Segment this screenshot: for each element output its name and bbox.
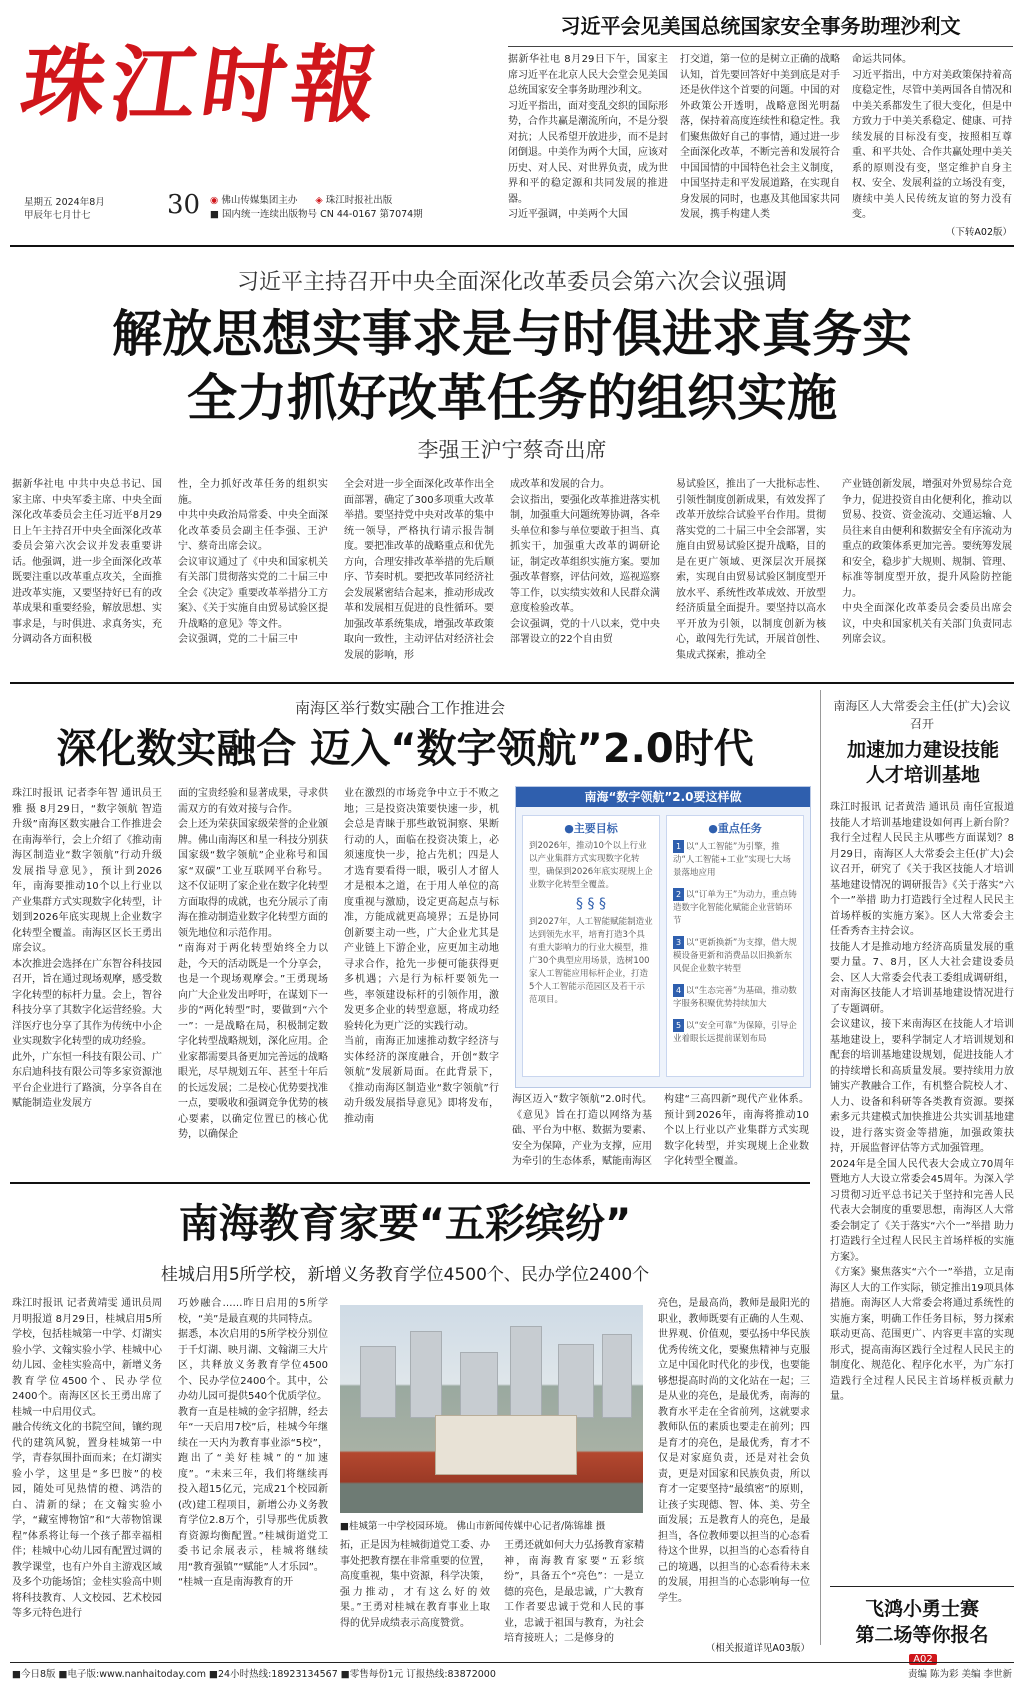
infobox-goals-title: ●主要目标: [564, 822, 618, 835]
lead-col-4: 成改革和发展的合力。 会议指出，要强化改革推进落实机制，加强重大问题统筹协调，各牵头单位和参与单位要敢于担当、真抓实干，加强重大改革的调研论证，制定改革组织实施方案。要加强改革督察，评估问效，巡视巡察等工作，以实绩实效和人民群众满意度检验改革。 会议强调，党的十八以来，党中央部署设立的22个自由贸: [510, 479, 660, 645]
cn-number: CN 44-0167: [320, 209, 377, 220]
spiral-icon: § § §: [576, 896, 606, 912]
publisher-2: 珠江时报社出版: [325, 195, 393, 206]
divider: [508, 46, 1013, 47]
lead-kicker: 习近平主持召开中央全面深化改革委员会第六次会议强调: [236, 270, 787, 295]
masthead-logo: 珠江时報: [15, 35, 390, 134]
divider: [830, 1586, 1014, 1587]
issn-icon: ■: [210, 209, 219, 220]
education-headline[interactable]: 南海教育家要“五彩缤纷”: [178, 1201, 632, 1247]
digital-col-2: 面的宝贵经验和显著成果，寻求供需双方的有效对接与合作。 会上还为荣获国家级荣誉的企业颁牌。佛山南海区和星一科技分别获国家级“数字领航”企业称号和国家“双碳”工业互联网平台称号。这不仅证明了家企业在数字化转型方面取得的成就，也充分展示了南海在推动制造业数字化转型方面的领先地位和示范作用。 “南海对于两化转型始终全力以赴，今天的活动既是一个分享会，也是一个现场观摩会。”王勇现场向广大企业发出呼吁，在谋划下一步的“两化转型”时，要做到“六个一”：一是战略在局，积极制定数字化转型战略规划，深化应用。企业家都需要具备更加完善远的战略眼光，尽早规划五年、甚至十年后的长远发展；二是校心优势要找准一点，要吸收和强调竞争优势的核心要素，以确定位置已的核心优势，以确保企: [178, 788, 328, 1140]
lead-col-3: 全会对进一步全面深化改革作出全面部署，确定了300多项重大改革举措。要坚持党中央对改革的集中统一领导，严格执行请示报告制度。要把准改革的战略重点和优先方向，合理安排改革举措的先后顺序、节奏时机。要把改革同经济社会发展紧密结合起来，推动形成改革和发展相互促进的良性循环。要加强改革系统集成，增强改革政策取向一致性，主动评估对经济社会发展的影响，形: [344, 479, 494, 661]
photo-caption: ■桂城第一中学校园环境。 佛山市新闻传媒中心记者/陈锦雄 摄: [340, 1521, 606, 1532]
task-5: 5 以“安全可靠”为保障，引导企业着眼长远提前谋划布局: [673, 1021, 797, 1044]
digital-headline[interactable]: 深化数实融合 迈入“数字领航”2.0时代: [56, 726, 754, 772]
education-col-2: 巧妙融合……昨日启用的5所学校，“美”是最直观的共同特点。 据悉，本次启用的5所学校分别位于千灯湖、映月湖、文翰湖三大片区，共释放义务教育学位4500个、民办学位2400个。其中，公办幼儿园可提供540个优质学位。 教育一直是桂城的金字招牌，经去年“一天启用7校”后，桂城今年继续在一天内为教育事业添“5校”，跑出了“美好桂城”的“加速度”。“未来三年，我们将继续再投入超15亿元，完成21个校园新(改)建工程项目，新增公办义务教育学位2.8万个，引导那些优质教育资源均衡配置。”桂城街道党工委书记余展表示，桂城将继续用“教育强镇”“赋能”人才乐园”。 “桂城一直是南海教育的开: [178, 1298, 328, 1588]
masthead-info: [24, 190, 494, 230]
education-col-1: 珠江时报讯 记者黄靖雯 通讯员周月明报道 8月29日，桂城启用5所学校，包括桂城第一中学、灯湖实验小学、文翰实验小学、桂城中心幼儿园、金桂实验高中，新增义务教育学位4500个、民办学位2400个。南海区区长王勇出席了桂城一中启用仪式。 融合传统文化的书院空间，镶约现代的建筑风貌，置身桂城第一中学，青春氛围扑面而来；在灯湖实验小学，这里是“多巴胺”的校园，随处可见热情的橙、鸿浩的白、清新的绿；在文翰实验小学，“藏室博物馆”和“大蒂物馆课程”体系将让每一个孩子都幸福相伴；桂城中心幼儿园有配置过调的教学课堂，也有户外自主游戏区域及多个功能场馆；金桂实验高中则将科技教育、人文校园、艺术校园等多元特色进行: [12, 1298, 162, 1619]
date-day: 星期五: [24, 197, 53, 208]
date-lunar: 甲辰年七月廿七: [24, 210, 91, 221]
digital-bottom-1: 海区迈入“数字领航”2.0时代。《意见》旨在打造以网络为基础、平台为中枢、数据为要素、安全为保障，产业为支撑，应用为牵引的生态体系，赋能南海区: [512, 1094, 652, 1167]
top-article-continued[interactable]: （下转A02版）: [945, 227, 1012, 238]
divider: [10, 245, 1014, 247]
lead-headline-2[interactable]: 全力抓好改革任务的组织实施: [187, 369, 837, 427]
task-3: 3 以“更新换新”为支撑，借大规模设备更新和消费品以旧换新东风促企业数字转型: [673, 938, 797, 974]
lead-col-2: 性，全力抓好改革任务的组织实施。 中共中央政治局常委、中央全面深化改革委员会副主任李强、王沪宁、蔡奇出席会议。 会议审议通过了《中央和国家机关有关部门贯彻落实党的二十届三中全会《决定》重要改革举措分工方案》、《关于实施自由贸易试验区提升战略的意见》等文件。 会议强调，党的二十届三中: [178, 479, 328, 645]
education-col-4: 王勇还就如何大力弘扬教育家精神，南海教育家要“五彩缤纷”，具备五个“亮色”：一是立德的亮色，是最忠诚，广大教育工作者要忠诚于党和人民的事业，忠诚于祖国与教育，为社会培育接班人；二是修身的: [504, 1540, 644, 1644]
sidebar-headline[interactable]: 加速加力建设技能人才培训基地: [846, 739, 999, 786]
footer-editors: 责编 陈为彩 美编 李世新: [907, 1669, 1012, 1680]
digital-bottom-2: 构建“三高四新”现代产业体系。预计到2026年，南海将推动10个以上行业以产业集群方式实现数字化转型，并实现规上企业数字化转型全覆盖。: [664, 1094, 809, 1167]
footer-info: ■今日8版 ■电子版:www.nanhaitoday.com ■24小时热线:18923134567 ■零售每份1元 订报热线:83872000: [12, 1669, 496, 1680]
promo-line-1[interactable]: 飞鸿小勇士赛: [864, 1598, 979, 1620]
date-gregorian: 2024年8月: [55, 197, 105, 208]
lead-col-5: 易试验区，推出了一大批标志性、引领性制度创新成果，有效发挥了改革开放综合试验平台作用。贯彻落实党的二十届三中全会部署，实施自由贸易试验区提升战略，目的是在更广领域、更深层次开展探索，实现自由贸易试验区制度型开放水平、系统性改革成效、开放型经济质量全面提升。要坚持以高水平开放为引领，以制度创新为核心，敢闯先行先试，开展首创性、集成式探索，推动全: [676, 479, 826, 661]
top-article-col1: 据新华社电 8月29日下午，国家主席习近平在北京人民大会堂会见美国总统国家安全事务助理沙利文。 习近平指出，面对变乱交织的国际形势，合作共赢是潮流所向，不是分裂对抗；人民希望开放进步，而不是封闭倒退。中美作为两个大国，应该对历史、对人民、对世界负责，成为世界和平的稳定源和共同发展的推进器。 习近平强调，中美两个大国: [508, 54, 668, 220]
publisher-logo-icon: ◉: [210, 195, 219, 206]
publisher-logo-2-icon: ◈: [315, 195, 323, 206]
school-campus-photo: [340, 1305, 643, 1513]
lead-col-1: 据新华社电 中共中央总书记、国家主席、中央军委主席、中央全面深化改革委员会主任习近平8月29日上午主持召开中央全面深化改革委员会第六次会议并发表重要讲话。他强调，进一步全面深化改革既要注重以改革重点攻关，全面推进改革实施，又要坚持好已有的改革成果和重要经验，解放思想、实事求是，与时俱进、求真务实，充分调动各方面积极: [12, 479, 162, 645]
divider: [10, 1662, 1014, 1663]
sidebar-kicker: 南海区人大常委会主任(扩大)会议召开: [833, 699, 1011, 731]
infobox-goal-2: 到2027年，人工智能赋能制造业达到领先水平，培育打造3个具有重大影响力的行业大模型，推广30个典型应用场景，选树100家人工智能应用标杆企业，打造5个人工智能示范园区及若干示范项目。: [529, 917, 653, 1005]
issue-number: 第7074期: [379, 209, 423, 220]
issn-label: 国内统一连续出版物号: [222, 209, 318, 220]
education-col-3: 拓，正是因为桂城街道党工委、办事处把教育摆在非常重要的位置，高度重视，集中资源，科学决策，强力推动，才有这么好的效果。”王勇对桂城在教育事业上取得的优异成绩表示高度赞赏。: [340, 1540, 490, 1629]
task-2: 2 以“订单为王”为动力，重点铸造数字化智能化赋能企业营销环节: [673, 890, 797, 926]
infobox-goals: [522, 815, 660, 1077]
infobox-goal-1: 到2026年，推动10个以上行业以产业集群方式实现数字化转型，确保到2026年底实现规上企业数字化转型全覆盖。: [529, 841, 653, 890]
digital-kicker: 南海区举行数实融合工作推进会: [294, 699, 505, 717]
education-col-5: 亮色，是最高尚，教师是最阳光的职业，教师既要有正确的人生观、世界观、价值观，要弘扬中华民族优秀传统文化，要聚焦精神与克服立足中国化时代化的步伐，也要能够想提高时尚的文化站在一起；三是从业的亮色，是最优秀，南海的教育水平走在全省前列，这就要求教师队伍的素质也要走在前列；四是育才的亮色，是最优秀，育才不仅是对家庭负责，还是对社会负责，更是对国家和民族负责，所以育才一定要坚持“最缜密”的原则，让孩子实现德、智、体、美、劳全面发展；五是教育人的亮色，是最担当，各位教师要以担当的心态看待这个世界，以担当的心态看待自己的境遇，以担当的心态看待未来的发展，用担当的心态影响每一位学生。: [658, 1298, 810, 1604]
infobox-title: 南海“数字领航”2.0要这样做: [516, 787, 810, 807]
lead-col-6: 产业链创新发展，增强对外贸易综合竞争力，促进投资自由化便利化，推动以贸易、投资、资金流动、交通运输、人员往来自由便利和数据安全有序流动为重点的政策体系更加完善。要统筹发展和安全，稳步扩大规则、规制、管理、标准等制度型开放，提升风险防控能力。 中央全面深化改革委员会委员出席会议，中央和国家机关有关部门负责同志列席会议。: [842, 479, 1012, 645]
divider: [10, 1182, 810, 1184]
infobox-tasks: [666, 815, 804, 1077]
promo-page-badge[interactable]: A02: [903, 1647, 943, 1666]
promo-line-2[interactable]: 第二场等你报名: [855, 1624, 989, 1646]
divider: [10, 682, 1014, 684]
digital-infobox: [515, 786, 811, 1088]
task-4: 4 以“生态完善”为基础，推动数字服务积聚优势持续加大: [673, 986, 797, 1009]
sidebar-divider: [820, 690, 821, 1645]
date-day-number: 30: [167, 190, 201, 220]
lead-headline-1[interactable]: 解放思想实事求是与时俱进求真务实: [112, 305, 912, 363]
top-article-headline[interactable]: 习近平会见美国总统国家安全事务助理沙利文: [560, 14, 961, 38]
education-subhead: 桂城启用5所学校，新增义务教育学位4500个、民办学位2400个: [160, 1265, 650, 1285]
publisher-1: 佛山传媒集团主办: [221, 195, 298, 206]
infobox-tasks-title: ●重点任务: [708, 822, 762, 835]
top-article-col2: 打交道，第一位的是树立正确的战略认知，首先要回答好中美到底是对手还是伙伴这个首要的问题。中国的对外政策公开透明，战略意图光明磊落，保持着高度连续性和稳定性。我们聚焦做好自己的事情，通过进一步全面深化改革，不断完善和发展符合中国国情的中国特色社会主义制度，中国坚持走和平发展道路，在实现自身发展的同时，也惠及其他国家共同发展，携手构建人类: [680, 54, 840, 220]
top-article-col3: 命运共同体。 习近平指出，中方对美政策保持着高度稳定性，尽管中美两国各自情况和中美关系都发生了很大变化，但是中方致力于中美关系稳定、健康、可持续发展的目标没有变，按照相互尊重、和平共处、合作共赢处理中美关系的原则没有变，坚定维护自身主权、安全、发展利益的立场没有变，赓续中美人民传统友谊的努力没有变。: [852, 54, 1012, 220]
task-1: 1 以“人工智能”为引擎，推动“人工智能+工业”实现七大场景落地应用: [673, 842, 791, 878]
lead-subhead: 李强王沪宁蔡奇出席: [417, 438, 607, 462]
sidebar-body: 珠江时报讯 记者黄浩 通讯员 南任宣报道 技能人才培训基地建设如何再上新台阶？我行全过程人民民主从哪些方面谋划？8月29日，南海区人大常委会主任(扩大)会议召开，研究了《关于我区技能人才培训基地建设情况的调研报告》《关于落实“六个一”举措 助力打造践行全过程人民民主首场样板的实施方案》。区人大常委会主任香秀杏主持会议。 技能人才是推动地方经济高质量发展的重要力量。7、8月，区人大社会建设委员会、区人大常委会代表工委组成调研组，对南海区技能人才培训基地建设情况进行了专题调研。 会议建议，接下来南海区在技能人才培训基地建设上，要科学制定人才培训规划和配套的培训基地建设规划，促进技能人才的持续增长和高质量发展。要持续用力放铺实产教融合工作，有机整合院校人才、人力、设备和科研等各类教育资源。要探索多元共建模式加快推进公共实训基地建设，进行落实资金等措施，加强政策扶持，开展监督评估等方式加强管理。 2024年是全国人民代表大会成立70周年暨地方人大设立常委会45周年。为深入学习贯彻习近平总书记关于坚持和完善人民代表大会制度的重要思想，南海区人大常委会制定了《关于落实“六个一”举措 助力打造践行全过程人民民主首场样板的实施方案》。 《方案》聚焦落实“六个一”举措，立足南海区人大的工作实际，锁定推出19项具体措施。南海区人大常委会将通过系统性的实施方案，明确工作任务目标，努力探索联动更高、范围更广、内容更丰富的实现形式，提高南海区践行全过程人民民主的制度化、规范化、程序化水平，为广东打造践行全过程人民民主首场样板贡献力量。: [830, 802, 1014, 1402]
digital-col-1: 珠江时报讯 记者李年智 通讯员王雅 摄 8月29日，“数字领航 智造升级”南海区数实融合工作推进会在南海举行，会上介绍了《推动南海区制造业“数字领航”行动升级发展指导意见》，预计到2026年，南海要推动10个以上行业以产业集群方式实现数字化转型，计划到2026年底实现规上企业数字化转型全覆盖。南海区区长王勇出席会议。 本次推进会选择在广东智谷科技园召开，旨在通过现场观摩，感受数字化转型的标杆力量。会上，智谷科技分享了其数字化运营经验。大洋医疗也分享了其作为传统中小企业实现数字化转型的成功经验。 此外，广东恒一科技有限公司、广东启迪科技有限公司等多家资源池平台企业进行了路演，分享各自在赋能制造业发展方: [12, 788, 162, 1109]
education-continued[interactable]: （相关报道详见A03版）: [705, 1643, 810, 1654]
digital-col-3: 业在激烈的市场竞争中立于不败之地；三是投资决策要快速一步，机会总是青睐于那些敢锐洞察、果断行动的人，面临在投资决策上，必须速度快一步，抢占先机；四是人才选育要看得一眼，吸引人才留人才是根本之道，在于用人单位的高度重视与激励，设定更高起点与标准，方能成就更高境界；五是协同创新要主动一些，广大企业尤其是产业链上下游企业，应更加主动地寻求合作，抢先一步便可能获得更多机遇；六是行为标杆要领先一些，率领建设标杆的引领作用，激发更多企业的转型意愿，将成功经验转化为更广泛的实践行动。 当前，南海正加速推动数字经济与实体经济的深度融合，开创“数字领航”发展新局面。在此背景下，《推动南海区制造业“数字领航”行动升级发展指导意见》即将发布，推动南: [344, 788, 499, 1125]
